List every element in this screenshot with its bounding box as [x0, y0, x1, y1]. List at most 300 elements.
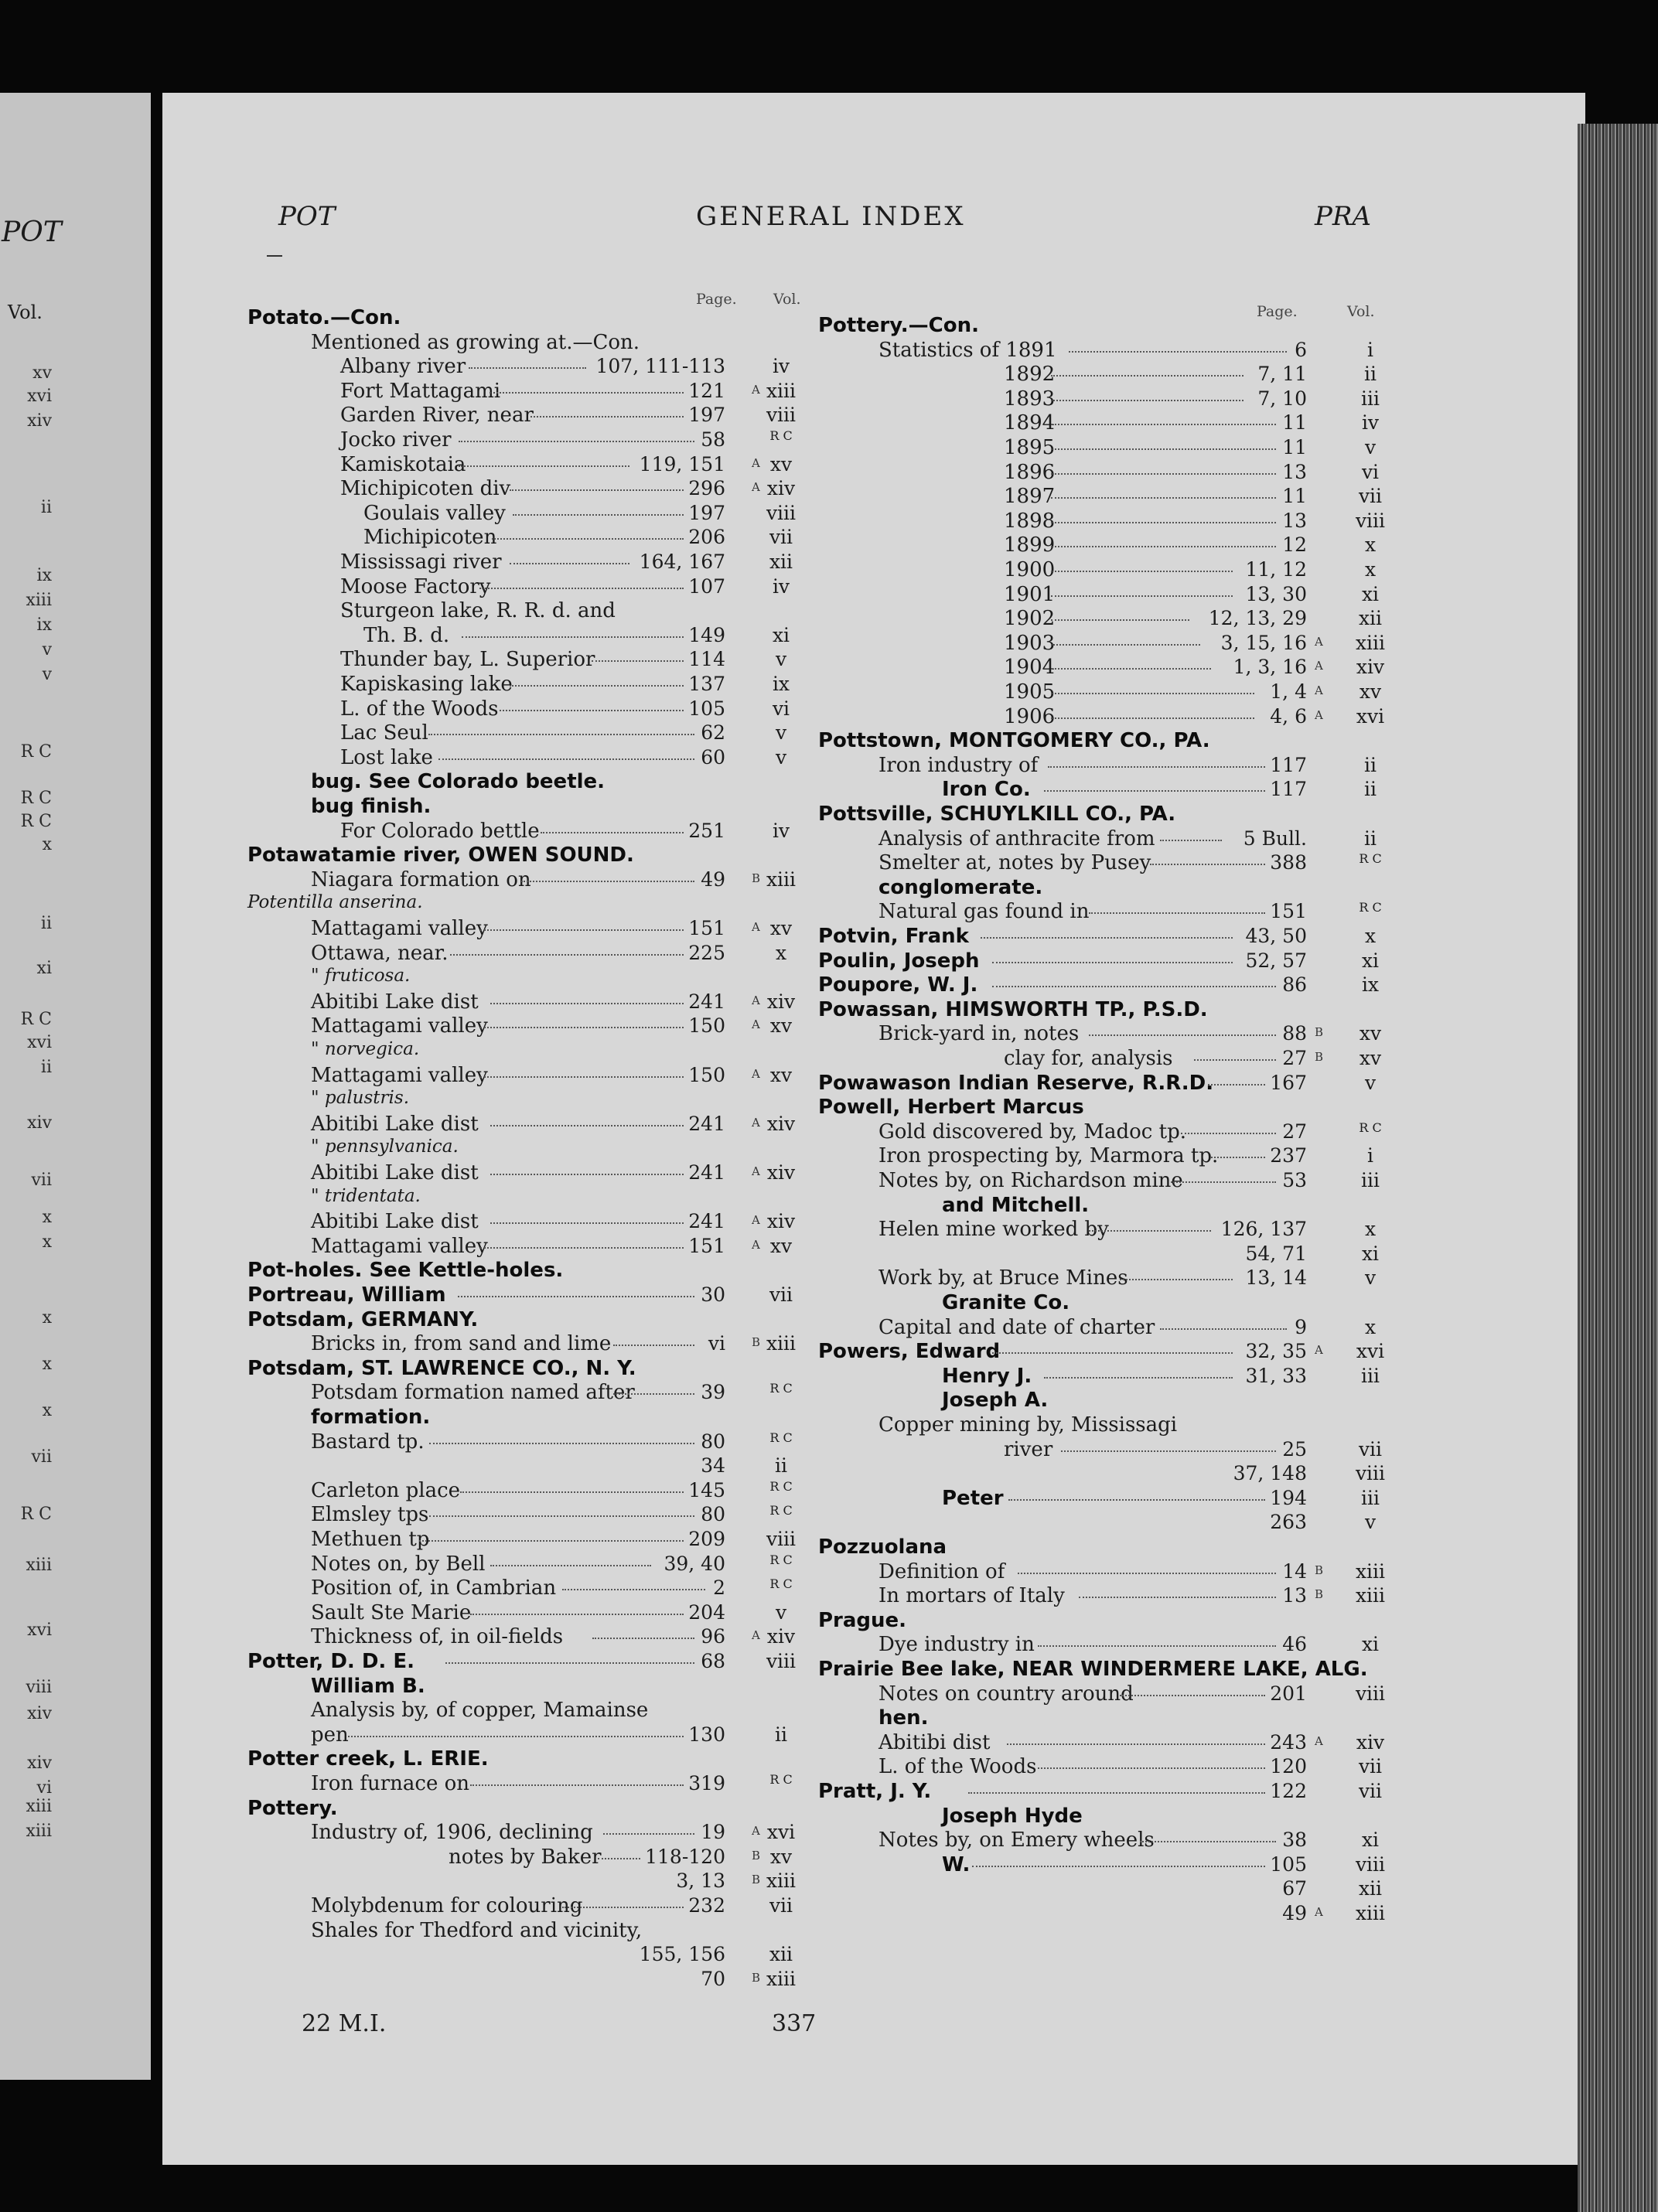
entry-text: Natural gas found in [878, 900, 1090, 924]
entry-text: Pozzuolana [818, 1535, 947, 1559]
entry-text: Gold discovered by, Madoc tp. [878, 1120, 1186, 1143]
page-ref: vi [708, 1332, 725, 1355]
page-ref: 105 [688, 697, 725, 720]
volume-ref: vii [769, 1894, 793, 1917]
entry-text: Potter creek, L. ERIE. [247, 1747, 489, 1771]
leader-dots [438, 758, 694, 760]
leader-dots [1120, 1695, 1265, 1696]
volume-ref: xi [772, 623, 790, 646]
page-ref: 201 [1270, 1682, 1307, 1705]
entry-text: hen. [878, 1706, 929, 1730]
leader-dots [613, 1345, 694, 1346]
volume-ref: ii [1364, 778, 1377, 801]
volume-ref: xv [769, 1845, 793, 1868]
index-entry [818, 1096, 1307, 1119]
leader-dots [1051, 717, 1254, 719]
page-ref: 4, 6 [1270, 704, 1307, 728]
index-entry [818, 1462, 1307, 1485]
index-entry [247, 1235, 725, 1258]
index-entry [247, 942, 725, 965]
volume-ref: R C [769, 1430, 793, 1445]
entry-text: " pennsylvanica. [311, 1137, 459, 1157]
index-entry [818, 900, 1307, 923]
leader-dots [1051, 619, 1189, 621]
index-entry [818, 705, 1307, 728]
entry-text: Work by, at Bruce Mines [878, 1266, 1128, 1290]
page-ref: 114 [688, 648, 725, 671]
index-entry [818, 1633, 1307, 1656]
page-ref: 251 [688, 819, 725, 842]
page-ref: 9 [1295, 1315, 1307, 1338]
previous-page-vol-ref: R C [20, 1010, 52, 1029]
volume-ref: v [775, 1600, 787, 1624]
volume-ref: vii [769, 1283, 793, 1306]
entry-text: Jocko river [340, 428, 452, 452]
index-entry [247, 1064, 725, 1087]
entry-text: 1906 [1004, 704, 1056, 728]
index-entry [247, 550, 725, 574]
volume-ref: xii [1358, 607, 1383, 630]
page-ref: 88 [1282, 1022, 1307, 1045]
leader-dots [1008, 1499, 1266, 1501]
page-ref: 206 [688, 526, 725, 549]
index-entry [247, 1210, 725, 1233]
index-entry [818, 1218, 1307, 1241]
volume-ref: v [1364, 1511, 1377, 1534]
leader-dots [500, 710, 684, 711]
page-ref: 232 [688, 1894, 725, 1917]
index-entry [247, 331, 725, 354]
page-ref: 11, 12 [1245, 558, 1307, 581]
volume-ref: iii [1361, 1364, 1380, 1387]
index-entry [247, 795, 725, 818]
volume-ref: x [775, 941, 787, 964]
index-entry [818, 632, 1307, 655]
volume-ref: v [775, 721, 787, 745]
leader-dots [1208, 1084, 1265, 1086]
index-entry [818, 680, 1307, 704]
index-entry [247, 1723, 725, 1747]
entry-text: Pot-holes. See Kettle-holes. [247, 1259, 564, 1283]
volume-ref: vi [1361, 460, 1380, 483]
index-entry [818, 363, 1307, 386]
entry-text: Joseph Hyde [942, 1804, 1083, 1828]
previous-page-vol-ref: v [42, 665, 52, 684]
series-letter: B [752, 1873, 761, 1887]
entry-text: Sturgeon lake, R. R. d. and [340, 599, 616, 623]
entry-text: Poupore, W. J. [818, 973, 978, 997]
entry-text: Potsdam, ST. LAWRENCE CO., N. Y. [247, 1356, 636, 1380]
page-ref: 388 [1270, 851, 1307, 874]
volume-ref: iii [1361, 1169, 1380, 1191]
index-entry [247, 892, 725, 915]
page-ref: 39, 40 [664, 1552, 725, 1575]
entry-text: 1902 [1004, 607, 1056, 631]
leader-dots [1044, 1377, 1233, 1379]
entry-text: Mattagami valley [311, 1234, 488, 1258]
volume-ref: R C [1359, 900, 1382, 915]
index-entry [247, 502, 725, 525]
entry-text: Abitibi Lake dist [311, 1112, 479, 1136]
volume-ref: xi [1361, 949, 1380, 972]
page-ref: 31, 33 [1245, 1364, 1307, 1387]
volume-ref: ii [1364, 827, 1377, 850]
volume-ref: xiv [766, 1161, 796, 1184]
entry-text: Notes by, on Richardson mine [878, 1169, 1183, 1192]
book-page-edges [1578, 124, 1658, 2212]
entry-text: Thunder bay, L. Superior [340, 648, 595, 672]
volume-ref: xv [769, 1234, 793, 1257]
volume-ref: xiii [1355, 1559, 1386, 1583]
leader-dots [562, 1907, 684, 1908]
page-ref: 86 [1282, 973, 1307, 997]
entry-text: Powassan, HIMSWORTH TP., P.S.D. [818, 997, 1208, 1021]
previous-page-vol-ref: R C [20, 812, 52, 831]
entry-text: Moose Factory [340, 574, 491, 598]
leader-dots [1051, 668, 1211, 670]
index-entry [247, 1406, 725, 1429]
volume-ref: xv [769, 452, 793, 475]
page-ref: 105 [1270, 1852, 1307, 1876]
entry-text: bug finish. [311, 795, 432, 818]
index-entry [818, 1805, 1307, 1828]
series-letter: A [752, 1164, 760, 1178]
leader-dots [968, 1792, 1265, 1794]
index-entry [247, 917, 725, 940]
entry-text: Powawason Indian Reserve, R.R.D. [818, 1071, 1214, 1095]
volume-ref: v [1364, 1266, 1377, 1290]
entry-text: Henry J. [942, 1364, 1032, 1388]
index-entry [247, 1919, 725, 1942]
entry-text: Niagara formation on [311, 867, 531, 891]
index-entry [247, 1161, 725, 1184]
page-ref: 13 [1282, 460, 1307, 483]
series-letter: B [752, 871, 761, 885]
entry-text: Iron Co. [942, 778, 1031, 802]
index-entry [247, 1894, 725, 1917]
index-entry [818, 1120, 1307, 1143]
leader-dots [1038, 1645, 1276, 1647]
volume-ref: xiv [766, 990, 796, 1013]
entry-text: 1894 [1004, 411, 1056, 435]
previous-page-vol-ref: R C [20, 1505, 52, 1524]
leader-dots [992, 1352, 1233, 1354]
entry-text: Potawatamie river, OWEN SOUND. [247, 844, 634, 867]
page-ref: 237 [1270, 1144, 1307, 1167]
index-entry [247, 1846, 725, 1869]
volume-ref: xi [1361, 1829, 1380, 1852]
index-entry [247, 820, 725, 843]
page-ref: 13 [1282, 509, 1307, 532]
index-entry [247, 1357, 725, 1380]
volume-ref: i [1367, 1144, 1373, 1167]
volume-ref: xiv [766, 1112, 796, 1135]
entry-text: 1897 [1004, 485, 1056, 509]
index-entry [247, 428, 725, 452]
volume-ref: iv [772, 355, 790, 378]
index-entry [818, 1780, 1307, 1803]
series-letter: A [752, 455, 760, 470]
volume-ref: iv [772, 819, 790, 842]
leader-dots [1120, 1279, 1233, 1280]
index-entry [818, 851, 1307, 874]
volume-ref: ii [1364, 363, 1377, 386]
leader-dots [1051, 400, 1244, 401]
entry-text: Potentilla anserina. [247, 892, 423, 913]
page-ref: 39 [701, 1381, 725, 1404]
previous-page-vol-ref: xvi [27, 1033, 52, 1052]
entry-text: Capital and date of charter [878, 1315, 1155, 1339]
leader-dots [1051, 546, 1276, 547]
entry-text: L. of the Woods [878, 1755, 1037, 1779]
index-entry [818, 1731, 1307, 1754]
series-letter: A [1315, 659, 1323, 673]
entry-text: Dye industry in [878, 1633, 1035, 1657]
entry-text: Bastard tp. [311, 1430, 425, 1454]
leader-dots [348, 1736, 684, 1737]
volume-ref: v [775, 745, 787, 769]
leader-dots [1051, 448, 1276, 450]
leader-dots [1089, 1034, 1276, 1036]
index-entry [247, 1650, 725, 1673]
page-ref: 70 [701, 1967, 725, 1990]
entry-text: Iron furnace on [311, 1772, 470, 1795]
page-ref: 126, 137 [1220, 1218, 1307, 1241]
entry-text: Potvin, Frank [818, 925, 969, 948]
entry-text: clay for, analysis [1004, 1047, 1173, 1070]
entry-text: Lac Seul [340, 721, 428, 745]
leader-dots [469, 367, 586, 369]
entry-text: 1892 [1004, 363, 1056, 387]
index-entry [247, 380, 725, 403]
entry-text: " fruticosa. [311, 966, 411, 987]
page-ref: 241 [688, 990, 725, 1013]
entry-text: conglomerate. [878, 875, 1043, 899]
page-ref: 130 [688, 1723, 725, 1746]
page-ref: 243 [1270, 1730, 1307, 1754]
entry-text: L. of the Woods [340, 697, 499, 721]
entry-text: Kamiskotaia [340, 452, 466, 476]
page-ref: 58 [701, 428, 725, 451]
index-entry [247, 1014, 725, 1038]
index-entry [247, 1259, 725, 1282]
volume-ref: xii [769, 550, 793, 573]
volume-ref: R C [769, 1381, 793, 1396]
page-ref: 19 [701, 1821, 725, 1844]
entry-text: Potter, D. D. E. [247, 1650, 414, 1673]
page-ref: 150 [688, 1063, 725, 1086]
entry-text: 1900 [1004, 558, 1056, 581]
entry-text: Position of, in Cambrian [311, 1576, 557, 1600]
series-letter: A [1315, 634, 1323, 649]
entry-text: 1898 [1004, 509, 1056, 533]
index-entry [818, 876, 1307, 899]
index-entry [818, 485, 1307, 508]
index-entry [247, 526, 725, 549]
entry-text: Abitibi dist [878, 1730, 991, 1754]
index-entry [247, 1821, 725, 1844]
entry-text: Abitibi Lake dist [311, 990, 479, 1014]
page-ref: 30 [701, 1283, 725, 1306]
previous-page-vol-ref: ii [40, 1058, 52, 1077]
index-entry [818, 436, 1307, 459]
index-entry [818, 558, 1307, 581]
index-entry [247, 1113, 725, 1136]
leader-dots [460, 1491, 684, 1493]
volume-ref: xvi [1356, 1340, 1385, 1363]
index-entry [247, 1283, 725, 1307]
leader-dots [1051, 571, 1233, 572]
index-entry [818, 1144, 1307, 1167]
volume-ref: vii [1358, 1780, 1383, 1802]
leader-dots [490, 392, 684, 394]
volume-ref: xiv [766, 1625, 796, 1648]
page-ref: 12 [1282, 533, 1307, 557]
volume-ref: xiv [1356, 1730, 1385, 1754]
volume-ref: xi [1361, 1633, 1380, 1656]
entry-text: Sault Ste Marie [311, 1600, 472, 1624]
leader-dots [598, 1858, 640, 1859]
page-ref: 5 Bull. [1243, 827, 1307, 850]
page-ref: 118-120 [645, 1845, 725, 1868]
volume-ref: viii [766, 404, 797, 427]
leader-dots [1044, 790, 1265, 792]
entry-text: Prairie Bee lake, NEAR WINDERMERE LAKE, ALG. [818, 1658, 1368, 1681]
volume-ref: R C [1359, 851, 1382, 867]
page-ref: 151 [688, 917, 725, 939]
entry-text: Abitibi Lake dist [311, 1210, 479, 1234]
volume-ref: viii [766, 501, 797, 524]
series-letter: A [752, 382, 760, 397]
page-ref: 96 [701, 1625, 725, 1648]
entry-text: Industry of, 1906, declining [311, 1821, 593, 1845]
series-letter: A [752, 1237, 760, 1252]
page-ref: 319 [688, 1772, 725, 1794]
entry-text: Molybdenum for colouring [311, 1894, 583, 1917]
index-entry [818, 1340, 1307, 1363]
entry-text: Iron prospecting by, Marmora tp. [878, 1144, 1219, 1168]
index-entry [247, 1186, 725, 1209]
index-entry [247, 1308, 725, 1331]
page-ref: 155, 156 [639, 1943, 725, 1966]
index-entry [818, 1194, 1307, 1217]
page-ref: 2 [713, 1576, 725, 1600]
page-ref: 13 [1282, 1584, 1307, 1607]
previous-page-vol-ref: x [42, 1208, 52, 1227]
volume-ref: iv [772, 574, 790, 598]
leader-dots [592, 1638, 694, 1639]
entry-text: notes by Baker [449, 1845, 602, 1869]
index-entry [818, 949, 1307, 973]
series-letter: A [1315, 1905, 1323, 1919]
index-entry [818, 1682, 1307, 1706]
index-entry [247, 1552, 725, 1576]
entry-text: Notes on, by Bell [311, 1552, 486, 1576]
page-ref: 1, 3, 16 [1233, 656, 1307, 679]
index-entry [247, 966, 725, 989]
index-entry [818, 510, 1307, 533]
entry-text: " norvegica. [311, 1039, 420, 1059]
page-ref: 117 [1270, 778, 1307, 801]
entry-text: Shales for Thedford and vicinity, [311, 1918, 643, 1942]
series-letter: B [1315, 1050, 1324, 1064]
leader-dots [1160, 840, 1222, 841]
page-ref: 11 [1282, 411, 1307, 435]
entry-text: Iron industry of [878, 753, 1039, 777]
page-ref: 62 [701, 721, 725, 745]
page-ref: 27 [1282, 1047, 1307, 1069]
index-entry [247, 1797, 725, 1820]
leader-dots [490, 1003, 684, 1004]
previous-page-vol-ref: ii [40, 914, 52, 933]
index-entry [818, 1584, 1307, 1607]
volume-ref: vii [1358, 485, 1383, 508]
series-letter: B [1315, 1025, 1324, 1040]
leader-dots [1171, 1181, 1276, 1183]
volume-ref: xv [1359, 680, 1382, 703]
page-ref: 27 [1282, 1120, 1307, 1143]
leader-dots [470, 1784, 684, 1786]
entry-text: Potsdam formation named after [311, 1381, 635, 1405]
previous-page-vol-ref: xvi [27, 387, 52, 406]
index-entry [818, 1316, 1307, 1339]
leader-dots [450, 954, 684, 956]
entry-text: Michipicoten [363, 526, 497, 550]
leader-dots [1018, 1573, 1276, 1574]
index-entry [818, 1902, 1307, 1925]
index-entry [247, 575, 725, 598]
entry-text: 1901 [1004, 582, 1056, 606]
index-entry [247, 477, 725, 500]
volume-ref: R C [769, 1576, 793, 1592]
index-entry [818, 607, 1307, 630]
page-ref: 38 [1282, 1829, 1307, 1852]
index-entry [247, 1576, 725, 1600]
page-ref: 241 [688, 1210, 725, 1233]
index-entry [247, 1968, 725, 1991]
entry-text: " tridentata. [311, 1185, 421, 1206]
page-ref: 209 [688, 1528, 725, 1550]
volume-ref: ix [1361, 973, 1380, 997]
leader-dots [490, 1222, 684, 1224]
index-entry [818, 1266, 1307, 1290]
entry-text: river [1004, 1437, 1053, 1461]
leader-dots [490, 1125, 684, 1126]
volume-ref: iii [1361, 387, 1380, 410]
entry-text: Kapiskasing lake [340, 673, 513, 696]
volume-ref: xiii [1355, 631, 1386, 654]
previous-page-vol-ref: xiv [27, 1754, 52, 1773]
previous-page-vol-ref: ii [40, 498, 52, 517]
index-entry [818, 1438, 1307, 1461]
index-entry [247, 1332, 725, 1355]
volume-ref: ii [775, 1723, 787, 1746]
entry-text: formation. [311, 1406, 431, 1429]
index-entry [818, 1829, 1307, 1852]
page-ref: 6 [1295, 338, 1307, 361]
leader-dots [1051, 522, 1276, 523]
volume-ref: xiii [766, 867, 797, 891]
index-entry [818, 1413, 1307, 1437]
entry-text: Peter [942, 1486, 1004, 1510]
entry-text: 1904 [1004, 656, 1056, 680]
page-ref: 13, 30 [1245, 582, 1307, 605]
page-ref: 49 [1282, 1902, 1307, 1924]
previous-page-vol-ref: xv [32, 363, 52, 383]
index-entry [247, 746, 725, 769]
entry-text: Analysis of anthracite from [878, 827, 1155, 850]
previous-page-vol-ref: vii [31, 1171, 52, 1190]
